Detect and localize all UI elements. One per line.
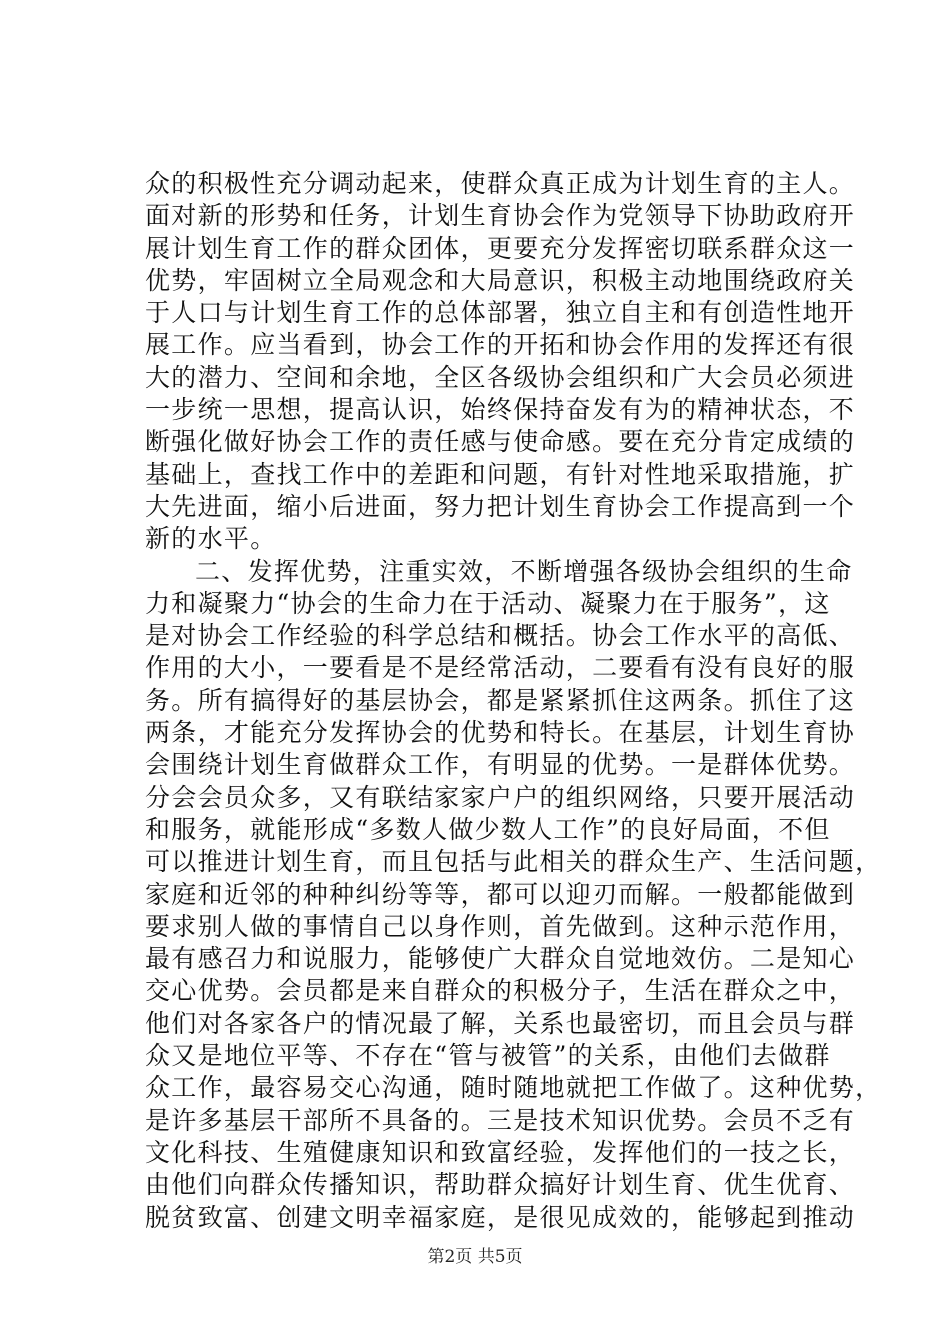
text-line: 是许多基层干部所不具备的。三是技术知识优势。会员不乏有 bbox=[145, 1105, 856, 1135]
text-line: 他们对各家各户的情况最了解，关系也最密切，而且会员与群 bbox=[145, 1008, 856, 1038]
text-line: 展计划生育工作的群众团体，更要充分发挥密切联系群众这一 bbox=[145, 233, 856, 263]
text-line: 优势，牢固树立全局观念和大局意识，积极主动地围绕政府关 bbox=[145, 265, 856, 295]
text-line: 和服务，就能形成“多数人做少数人工作”的良好局面，不但 bbox=[145, 814, 831, 844]
text-line: 要求别人做的事情自己以身作则，首先做到。这种示范作用， bbox=[145, 911, 856, 941]
text-line: 基础上，查找工作中的差距和问题，有针对性地采取措施，扩 bbox=[145, 459, 856, 489]
text-line: 文化科技、生殖健康知识和致富经验，发挥他们的一技之长， bbox=[145, 1137, 856, 1167]
text-line: 于人口与计划生育工作的总体部署，独立自主和有创造性地开 bbox=[145, 298, 856, 328]
text-line: 一步统一思想，提高认识，始终保持奋发有为的精神状态，不 bbox=[145, 395, 856, 425]
text-line: 家庭和近邻的种种纠纷等等，都可以迎刃而解。一般都能做到 bbox=[145, 879, 856, 909]
page-number: 第2页 共5页 bbox=[427, 1247, 523, 1267]
text-line: 最有感召力和说服力，能够使广大群众自觉地效仿。二是知心 bbox=[145, 944, 856, 974]
text-line: 会围绕计划生育做群众工作，有明显的优势。一是群体优势。 bbox=[145, 750, 856, 780]
text-line: 众的积极性充分调动起来，使群众真正成为计划生育的主人。 bbox=[145, 169, 856, 198]
text-line: 由他们向群众传播知识，帮助群众搞好计划生育、优生优育、 bbox=[145, 1170, 856, 1200]
text-line: 可以推进计划生育，而且包括与此相关的群众生产、生活问题， bbox=[145, 847, 882, 877]
text-line: 新的水平。 bbox=[145, 524, 277, 554]
text-line: 面对新的形势和任务，计划生育协会作为党领导下协助政府开 bbox=[145, 201, 856, 231]
text-line: 是对协会工作经验的科学总结和概括。协会工作水平的高低、 bbox=[145, 621, 856, 651]
text-line: 大先进面，缩小后进面，努力把计划生育协会工作提高到一个 bbox=[145, 491, 856, 521]
text-line: 断强化做好协会工作的责任感与使命感。要在充分肯定成绩的 bbox=[145, 427, 856, 457]
document-body bbox=[145, 168, 882, 1234]
text-line: 众又是地位平等、不存在“管与被管”的关系，由他们去做群 bbox=[145, 1041, 831, 1071]
text-line: 务。所有搞得好的基层协会，都是紧紧抓住这两条。抓住了这 bbox=[145, 685, 856, 715]
text-line: 展工作。应当看到，协会工作的开拓和协会作用的发挥还有很 bbox=[145, 330, 856, 360]
section-heading-line: 二、发挥优势，注重实效，不断增强各级协会组织的生命 bbox=[195, 556, 853, 586]
page-footer bbox=[0, 1242, 950, 1267]
text-line: 分会会员众多，又有联结家家户户的组织网络，只要开展活动 bbox=[145, 782, 856, 812]
text-line: 交心优势。会员都是来自群众的积极分子，生活在群众之中， bbox=[145, 976, 856, 1006]
text-line: 作用的大小，一要看是不是经常活动，二要看有没有良好的服 bbox=[145, 653, 856, 683]
text-line: 大的潜力、空间和余地，全区各级协会组织和广大会员必须进 bbox=[145, 362, 856, 392]
text-line: 力和凝聚力“协会的生命力在于活动、凝聚力在于服务”，这 bbox=[145, 588, 831, 618]
text-line: 脱贫致富、创建文明幸福家庭，是很见成效的，能够起到推动 bbox=[145, 1202, 856, 1232]
text-line: 两条，才能充分发挥协会的优势和特长。在基层，计划生育协 bbox=[145, 718, 856, 748]
text-line: 众工作，最容易交心沟通，随时随地就把工作做了。这种优势， bbox=[145, 1073, 882, 1103]
